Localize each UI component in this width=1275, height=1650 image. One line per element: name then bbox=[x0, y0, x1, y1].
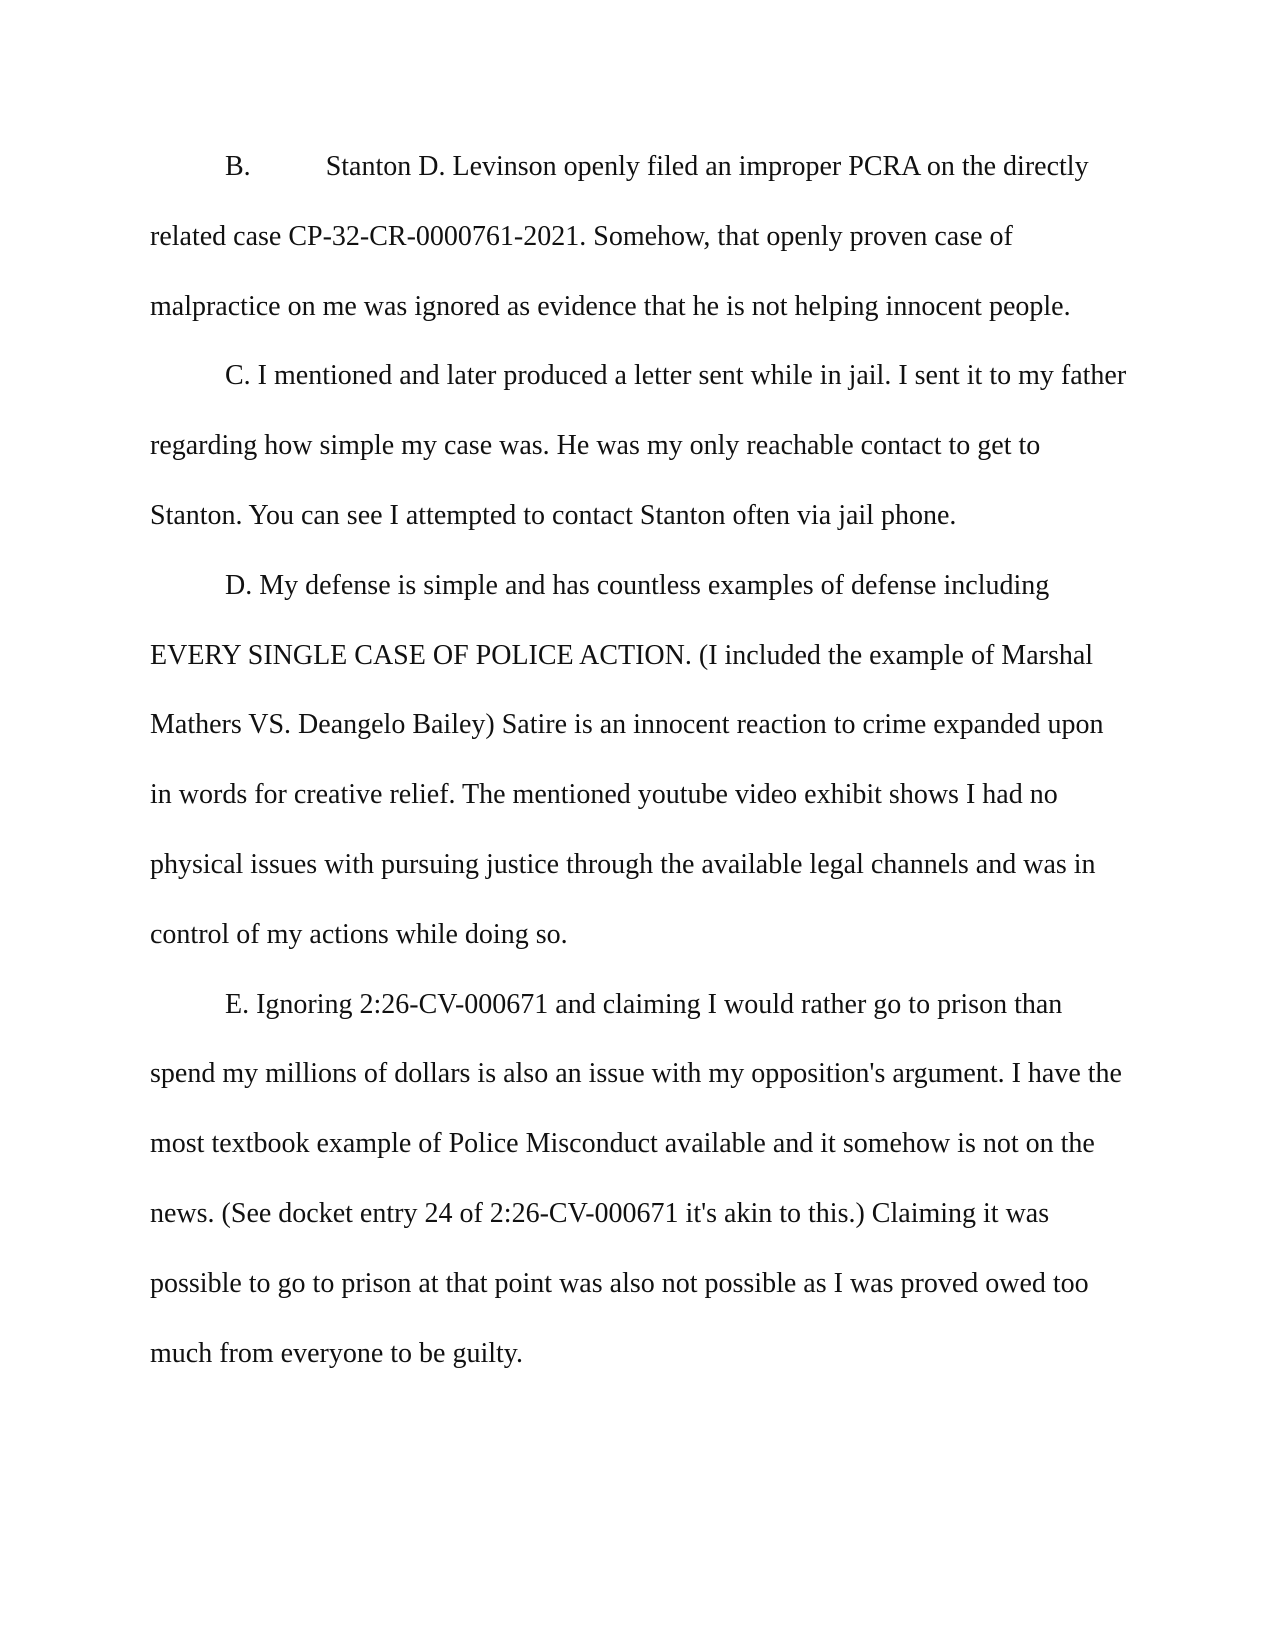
document-body bbox=[150, 132, 1130, 1388]
paragraph-e bbox=[150, 970, 1130, 1389]
paragraph-d bbox=[150, 551, 1130, 970]
paragraph-c-text: C. I mentioned and later produced a letter sent while in jail. I sent it to my father regarding how simple my case was. He was my only reachable contact to get to Stanton. You can see I attempted to contact Stanton often via jail phone. bbox=[150, 360, 1127, 531]
paragraph-b-text: Stanton D. Levinson openly filed an improper PCRA on the directly related case CP-32-CR-0000761-2021. Somehow, that openly proven case of malpractice on me was ignored as evidence that he is not helping innocent people. bbox=[150, 151, 1089, 322]
paragraph-d-text: D. My defense is simple and has countless examples of defense including EVERY SINGLE CASE OF POLICE ACTION. (I included the example of Marshal Mathers VS. Deangelo Bailey) Satire is an innocent reaction to crime expanded upon in words for creative relief. The mentioned youtube video exhibit shows I had no physical issues with pursuing justice through the available legal channels and was in control of my actions while doing so. bbox=[150, 569, 1104, 950]
paragraph-e-text: E. Ignoring 2:26-CV-000671 and claiming I would rather go to prison than spend my millions of dollars is also an issue with my opposition's argument. I have the most textbook example of Police Misconduct available and it somehow is not on the news. (See docket entry 24 of 2:26-CV-000671 it's akin to this.) Claiming it was possible to go to prison at that point was also not possible as I was proved owed too much from everyone to be guilty. bbox=[150, 988, 1122, 1369]
paragraph-c bbox=[150, 341, 1130, 550]
paragraph-b bbox=[150, 132, 1130, 341]
paragraph-b-label: B. bbox=[225, 151, 251, 182]
